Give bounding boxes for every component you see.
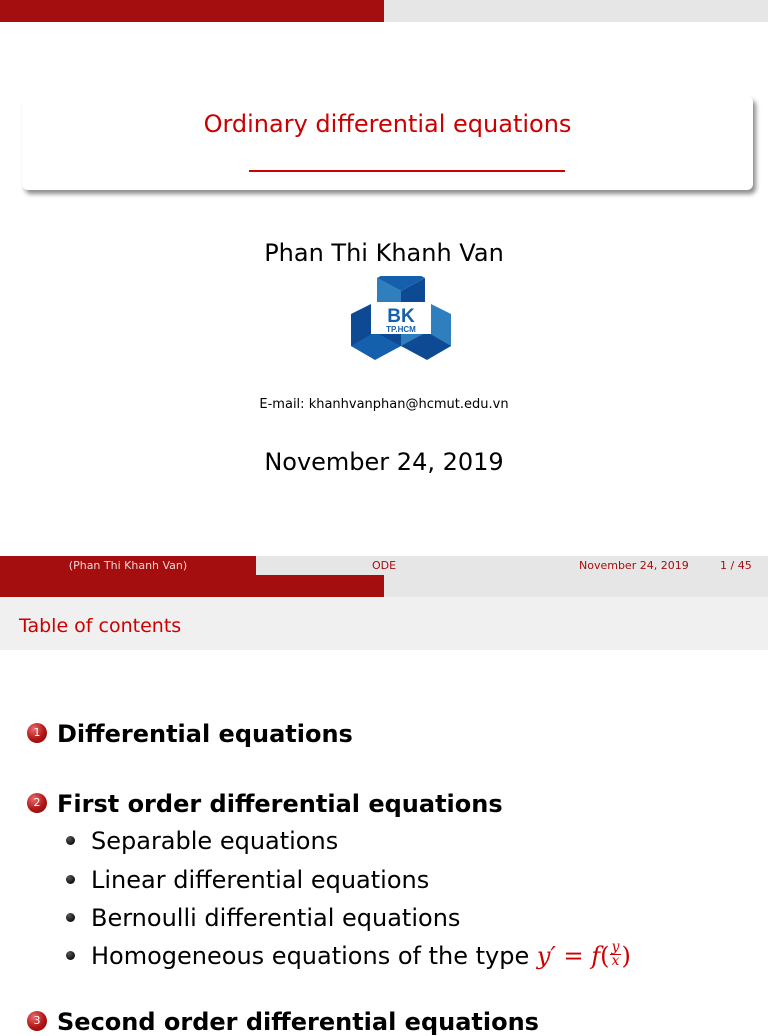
bullet-icon — [66, 875, 75, 884]
toc-subsection-label: Bernoulli differential equations — [91, 904, 461, 932]
top-bar-red — [0, 0, 384, 22]
presentation-date: November 24, 2019 — [264, 448, 504, 476]
bullet-icon — [66, 913, 75, 922]
footer-author: (Phan Thi Khanh Van) — [0, 556, 256, 575]
toc-section-label: First order differential equations — [57, 790, 503, 818]
logo-city-text: TP.HCM — [386, 325, 416, 334]
top-bar — [0, 0, 768, 22]
footer-date: November 24, 2019 — [579, 559, 689, 572]
slide2-top-bar — [0, 575, 768, 597]
section-number-badge: 1 — [27, 723, 47, 743]
logo-bk-text: BK — [387, 306, 415, 327]
toc-section-1[interactable] — [27, 720, 353, 748]
toc-title: Table of contents — [19, 615, 182, 637]
email-label: E-mail: — [259, 397, 305, 412]
toc-header — [0, 597, 768, 650]
toc-subsection-item[interactable] — [66, 904, 460, 932]
bullet-icon — [66, 951, 75, 960]
top-bar-grey — [384, 0, 768, 22]
footer-short-title: ODE — [256, 556, 512, 575]
toc-section-3[interactable] — [27, 1008, 539, 1036]
footer-page-number: 1 / 45 — [720, 559, 752, 572]
toc-subsection-item[interactable] — [66, 827, 338, 855]
toc-section-2[interactable] — [27, 790, 503, 818]
university-logo — [349, 276, 453, 362]
formula-fraction: $\frac{y}{x}$ — [611, 939, 620, 969]
toc-subsection-label: Separable equations — [91, 827, 339, 855]
slide-title: Ordinary differential equations — [203, 110, 572, 138]
email-line — [0, 397, 768, 412]
homogeneous-formula: y′ = f( $\frac{y}{x}$ ) — [536, 939, 631, 970]
toc-subsection-item[interactable] — [66, 939, 631, 971]
title-underline — [249, 170, 565, 172]
slide2-top-bar-red — [0, 575, 384, 597]
bullet-icon — [66, 836, 75, 845]
footer-right — [512, 556, 768, 575]
toc-section-label: Second order differential equations — [57, 1008, 539, 1036]
author-name: Phan Thi Khanh Van — [264, 239, 504, 267]
email-address[interactable]: khanhvanphan@hcmut.edu.vn — [308, 397, 509, 412]
section-number-badge: 3 — [27, 1011, 47, 1031]
toc-subsection-label: Homogeneous equations of the type — [91, 942, 530, 970]
toc-section-label: Differential equations — [57, 720, 353, 748]
title-box — [22, 96, 753, 190]
section-number-badge: 2 — [27, 793, 47, 813]
toc-subsection-item[interactable] — [66, 866, 429, 894]
toc-subsection-label: Linear differential equations — [91, 866, 430, 894]
footer-bar — [0, 556, 768, 575]
slide2-top-bar-grey — [384, 575, 768, 597]
